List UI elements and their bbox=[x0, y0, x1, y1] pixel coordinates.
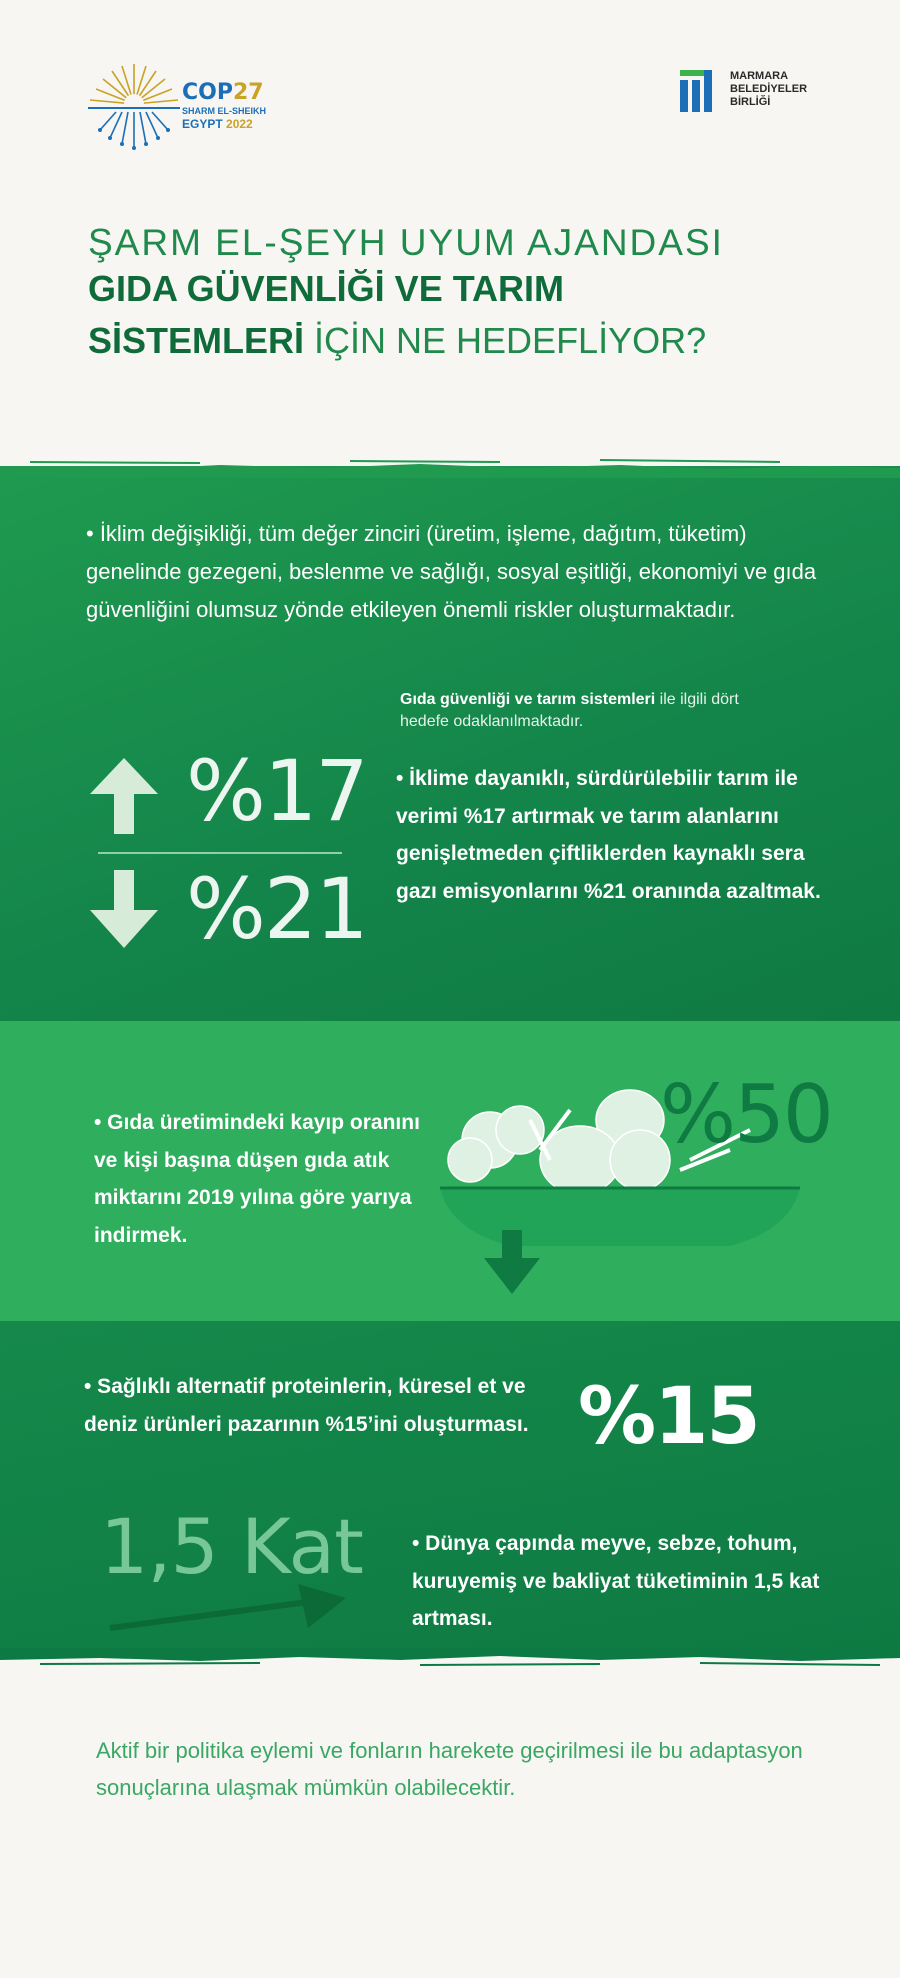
heading-line-1: ŞARM EL-ŞEYH UYUM AJANDASI bbox=[88, 222, 724, 263]
stat-divider bbox=[98, 852, 342, 854]
arrow-up-icon bbox=[88, 756, 160, 836]
stat-half: %50 bbox=[660, 1068, 832, 1161]
goals-intro: Gıda güvenliği ve tarım sistemleri ile ilgili dört hedefe odaklanılmaktadır. bbox=[400, 691, 739, 730]
stat-decrease: %21 bbox=[186, 860, 367, 958]
heading-line-3: SİSTEMLERİ İÇİN NE HEDEFLİYOR? bbox=[88, 320, 707, 361]
footer-statement: Aktif bir politika eylemi ve fonların harekete geçirilmesi ile bu adaptasyon sonuçlarına ulaşmak mümkün olabilecektir. bbox=[96, 1738, 803, 1800]
intro-paragraph: • İklim değişikliği, tüm değer zinciri (üretim, işleme, dağıtım, tüketim) genelinde gezegeni, beslenme ve sağlığı, sosyal eşitliği, ekonomiyi ve gıda güvenliğini olumsuz yönde etkileyen önemli riskler oluşturmaktadır. bbox=[86, 521, 817, 622]
cop-logo-location: EGYPT 2022 bbox=[182, 117, 253, 131]
goal-3-text: • Sağlıklı alternatif proteinlerin, küresel et ve deniz ürünleri pazarının %15’ini oluşturması. bbox=[84, 1375, 529, 1436]
stat-increase: %17 bbox=[186, 742, 367, 840]
cop-logo-title: COP27 bbox=[182, 80, 264, 105]
goal-1-text: • İklime dayanıklı, sürdürülebilir tarım ile verimi %17 artırmak ve tarım alanlarını genişletmeden çiftliklerden kaynaklı sera gazı emisyonlarını %21 oranında azaltmak. bbox=[396, 767, 821, 903]
brush-edge-top bbox=[0, 456, 900, 478]
heading-line-2: GIDA GÜVENLİĞİ VE TARIM bbox=[88, 268, 565, 309]
cop-logo-subtitle: SHARM EL-SHEIKH bbox=[182, 106, 267, 116]
stat-multiplier: 1,5 Kat bbox=[100, 1502, 363, 1591]
goal-4-text: • Dünya çapında meyve, sebze, tohum, kuruyemiş ve bakliyat tüketiminin 1,5 kat artması. bbox=[412, 1532, 820, 1630]
brush-edge-bottom bbox=[0, 1648, 900, 1670]
mbb-bars-icon bbox=[678, 68, 726, 114]
arrow-down-icon bbox=[88, 868, 160, 950]
goal-2-text: • Gıda üretimindeki kayıp oranını ve kişi başına düşen gıda atık miktarını 2019 yılına göre yarıya indirmek. bbox=[94, 1111, 420, 1247]
partner-logo-text: MARMARA BELEDİYELER BİRLİĞİ bbox=[730, 70, 808, 108]
arrow-right-icon bbox=[108, 1578, 348, 1638]
stat-protein-share: %15 bbox=[578, 1372, 759, 1462]
